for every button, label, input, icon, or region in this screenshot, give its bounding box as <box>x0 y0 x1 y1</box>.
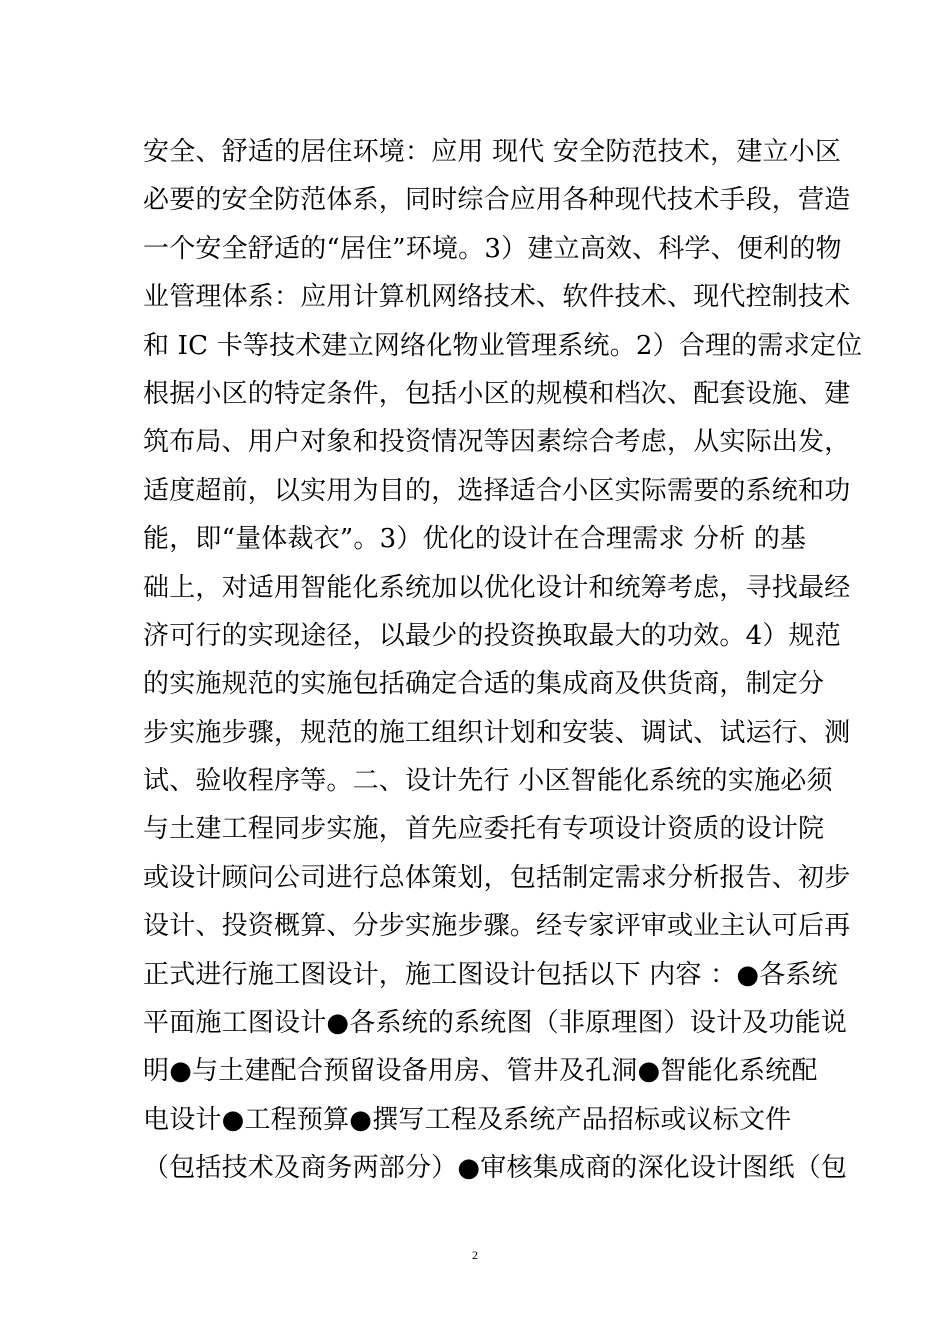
text-line: 能，即“量体裁衣”。3）优化的设计在合理需求 分析 的基 <box>143 524 807 555</box>
text-line: 业管理体系：应用计算机网络技术、软件技术、现代控制技术 <box>143 282 851 313</box>
text-line: （包括技术及商务两部分）●审核集成商的深化设计图纸（包 <box>143 1153 848 1184</box>
text-line: 安全、舒适的居住环境：应用 现代 安全防范技术，建立小区 <box>143 137 842 167</box>
body-text <box>143 128 863 1193</box>
text-line: 筑布局、用户对象和投资情况等因素综合考虑，从实际出发， <box>143 427 851 458</box>
text-line: 础上，对适用智能化系统加以优化设计和统筹考虑，寻找最经 <box>143 572 851 603</box>
text-line: 正式进行施工图设计，施工图设计包括以下 内容 ：●各系统 <box>143 959 838 990</box>
text-line: 和 IC 卡等技术建立网络化物业管理系统。2）合理的需求定位 <box>143 330 863 361</box>
text-line: 步实施步骤，规范的施工组织计划和安装、调试、试运行、测 <box>143 717 851 748</box>
text-line: 电设计●工程预算●撰写工程及系统产品招标或议标文件 <box>143 1104 792 1135</box>
text-line: 一个安全舒适的“居住”环境。3）建立高效、科学、便利的物 <box>143 233 842 264</box>
text-line: 济可行的实现途径，以最少的投资换取最大的功效。4）规范 <box>143 620 841 651</box>
page-number: 2 <box>472 1248 478 1262</box>
text-line: 必要的安全防范体系，同时综合应用各种现代技术手段，营造 <box>143 185 851 216</box>
text-line: 或设计顾问公司进行总体策划，包括制定需求分析报告、初步 <box>143 862 851 893</box>
text-line: 与土建工程同步实施，首先应委托有专项设计资质的设计院 <box>143 814 825 845</box>
text-line: 试、验收程序等。二、设计先行 小区智能化系统的实施必须 <box>143 766 833 797</box>
text-line: 适度超前，以实用为目的，选择适合小区实际需要的系统和功 <box>143 475 851 506</box>
text-line: 设计、投资概算、分步实施步骤。经专家评审或业主认可后再 <box>143 911 851 942</box>
text-line: 的实施规范的实施包括确定合适的集成商及供货商，制定分 <box>143 669 825 700</box>
text-line: 明●与土建配合预留设备用房、管井及孔洞●智能化系统配 <box>143 1056 818 1087</box>
text-line: 根据小区的特定条件，包括小区的规模和档次、配套设施、建 <box>143 378 851 409</box>
text-line: 平面施工图设计●各系统的系统图（非原理图）设计及功能说 <box>143 1008 848 1039</box>
